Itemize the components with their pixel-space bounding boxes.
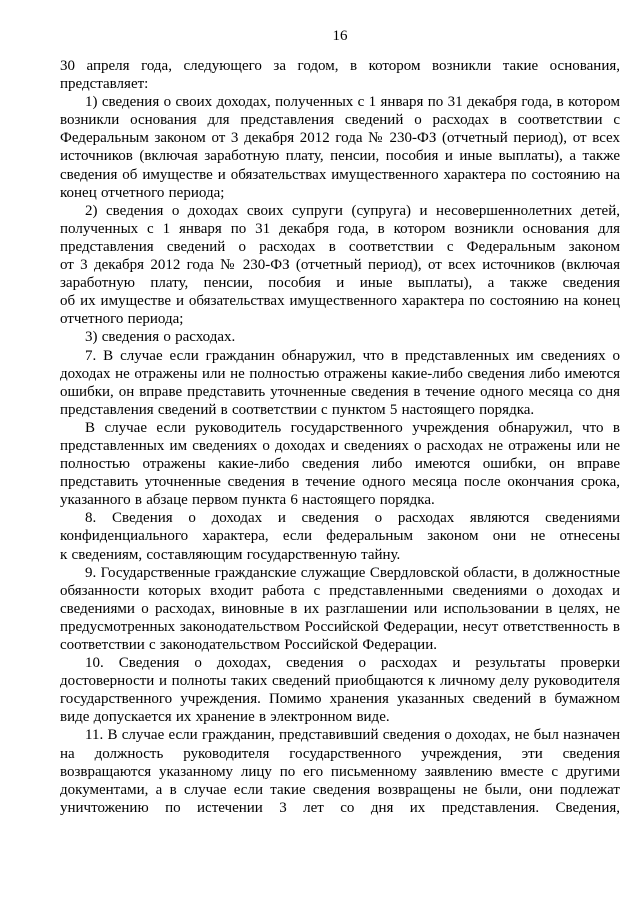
document-body (60, 57, 620, 817)
paragraph-clause-8: 8. Сведения о доходах и сведения о расходах являются сведениями конфиденциального характера, если федеральным законом они не отнесены к сведениям, составляющим государственную тайну. (60, 510, 620, 563)
paragraph-clause-7: 7. В случае если гражданин обнаружил, что в представленных им сведениях о доходах не отражены или не полностью отражены какие-либо сведения либо имеются ошибки, он вправе представить уточненные сведения в течение одного месяца со дня представления сведений в соответствии с пунктом 5 настоящего порядка. (60, 347, 620, 418)
paragraph-clause-9: 9. Государственные гражданские служащие Свердловской области, в должностные обязанности которых входит работа с представленными сведениями о доходах и сведениями о расходах, виновные в их разглашении или использовании в целях, не предусмотренных законодательством Российской Федерации, несут ответственность в соответствии с законодательством Российской Федерации. (60, 564, 620, 653)
paragraph-item-3: 3) сведения о расходах. (85, 329, 236, 346)
paragraph-item-1: 1) сведения о своих доходах, полученных с 1 января по 31 декабря года, в котором возникли основания для представления сведений о расходах в соответствии с Федеральным законом от 3 декабря 2012 года № 230-ФЗ (отчетный период), от всех источников (включая заработную плату, пенсии, пособия и иные выплаты), а также сведения об имуществе и обязательствах имущественного характера по состоянию на конец отчетного периода; (60, 94, 620, 201)
page-number: 16 (332, 28, 348, 44)
paragraph-clause-10: 10. Сведения о доходах, сведения о расходах и результаты проверки достоверности и полноты таких сведений приобщаются к личному делу руководителя государственного учреждения. Помимо хранения указанных сведений в бумажном виде допускается их хранение в электронном виде. (60, 655, 620, 726)
paragraph-clause-7-part-2: В случае если руководитель государственного учреждения обнаружил, что в представленных им сведениях о доходах и сведениях о расходах не отражены или не полностью отражены какие-либо сведения либо имеются ошибки, он вправе представить уточненные сведения в течение одного месяца после окончания срока, указанного в абзаце первом пункта 6 настоящего порядка. (60, 419, 620, 509)
paragraph-intro-continuation: 30 апреля года, следующего за годом, в котором возникли такие основания, представляет: (60, 58, 620, 93)
paragraph-item-2: 2) сведения о доходах своих супруги (супруга) и несовершеннолетних детей, полученных с 1 января по 31 декабря года, в котором возникли основания для представления сведений о расходах в соответствии с Федеральным законом от 3 декабря 2012 года № 230-ФЗ (отчетный период), от всех источников (включая заработную плату, пенсии, пособия и иные выплаты), а также сведения об их имуществе и обязательствах имущественного характера по состоянию на конец отчетного периода; (60, 202, 620, 328)
paragraph-clause-11: 11. В случае если гражданин, представивший сведения о доходах, не был назначен на должность руководителя государственного учреждения, эти сведения возвращаются указанному лицу по его письменному заявлению вместе с другими документами, а в случае если такие сведения возвращены не были, они подлежат уничтожению по истечении 3 лет со дня их представления. Сведения, (60, 727, 620, 816)
